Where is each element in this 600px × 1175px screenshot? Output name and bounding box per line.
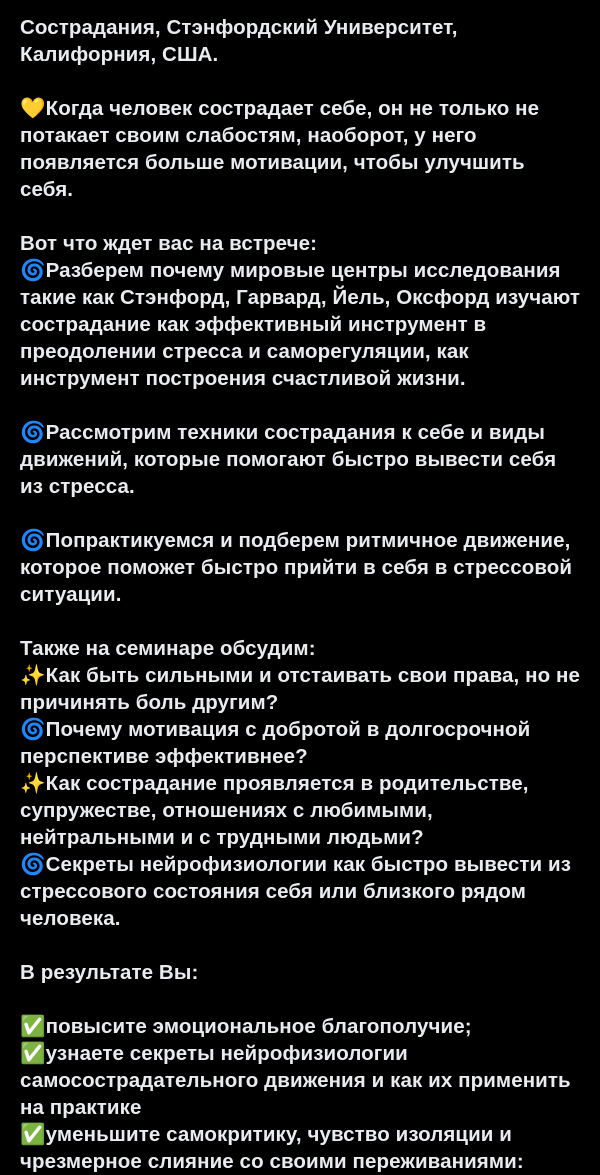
spiral-shell-emoji: 🌀 [20,852,46,876]
paragraph-text: Секреты нейрофизиологии как быстро вывести из стрессового состояния себя или близкого рядом человека. [20,853,572,930]
paragraph-text: Вот что ждет вас на встрече: [20,232,318,255]
spiral-shell-emoji: 🌀 [20,717,46,741]
spiral-shell-emoji: 🌀 [20,420,46,444]
paragraph-spacer [20,500,580,527]
spiral-shell-emoji: 🌀 [20,528,46,552]
block-agenda-heading [20,230,580,257]
paragraph-text: узнаете секреты нейрофизиологии самосострадательного движения и как их применить на практике [20,1042,571,1119]
spiral-shell-emoji: 🌀 [20,258,46,282]
block-seminar-3 [20,770,580,851]
paragraph-spacer [20,68,580,95]
block-agenda-3 [20,527,580,608]
paragraph-text: Как быть сильными и отстаивать свои права, но не причинять боль другим? [20,664,580,714]
block-seminar-4 [20,851,580,932]
block-seminar-1 [20,662,580,716]
paragraph-spacer [20,392,580,419]
block-agenda-1 [20,257,580,392]
paragraph-text: Сострадания, Стэнфордский Университет, Калифорния, США. [20,16,458,66]
paragraph-spacer [20,608,580,635]
check-mark-button-emoji: ✅ [20,1041,46,1065]
paragraph-text: уменьшите самокритику, чувство изоляции и чрезмерное слияние со своими переживаниями: [20,1123,524,1173]
paragraph-text: Почему мотивация с добротой в долгосрочной перспективе эффективнее? [20,718,531,768]
yellow-heart-emoji: 💛 [20,96,46,120]
check-mark-button-emoji: ✅ [20,1014,46,1038]
paragraph-text: Разберем почему мировые центры исследования такие как Стэнфорд, Гарвард, Йель, Оксфорд изучают сострадание как эффективный инструмент в преодолении стресса и саморегуляции, как инструмент построения счастливой жизни. [20,259,581,390]
paragraph-spacer [20,986,580,1013]
paragraph-text: Когда человек сострадает себе, он не только не потакает своим слабостям, наоборот, у него появляется больше мотивации, чтобы улучшить себя. [20,97,540,201]
block-result-1 [20,1013,580,1040]
paragraph-spacer [20,203,580,230]
paragraph-text: Также на семинаре обсудим: [20,637,316,660]
paragraph-spacer [20,932,580,959]
paragraph-text: Рассмотрим техники сострадания к себе и виды движений, которые помогают быстро вывести себя из стресса. [20,421,557,498]
paragraph-text: Попрактикуемся и подберем ритмичное движение, которое поможет быстро прийти в себя в стрессовой ситуации. [20,529,573,606]
block-intro-tail [20,14,580,68]
block-self-compassion [20,95,580,203]
paragraph-text: Как сострадание проявляется в родительстве, супружестве, отношениях с любимыми, нейтральными и с трудными людьми? [20,772,529,849]
paragraph-text: повысите эмоциональное благополучие; [45,1015,472,1038]
block-result-2 [20,1040,580,1121]
sparkles-emoji: ✨ [20,663,46,687]
block-seminar-2 [20,716,580,770]
check-mark-button-emoji: ✅ [20,1122,46,1146]
block-seminar-heading [20,635,580,662]
sparkles-emoji: ✨ [20,771,46,795]
block-agenda-2 [20,419,580,500]
block-result-heading [20,959,580,986]
paragraph-text: В результате Вы: [20,961,199,984]
block-result-3 [20,1121,580,1175]
